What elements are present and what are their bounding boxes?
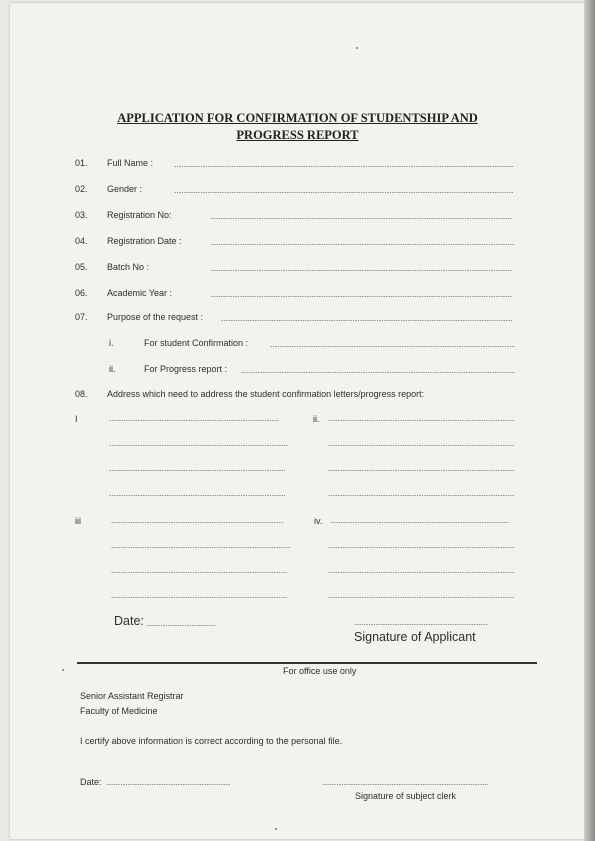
address-iii-line-4[interactable] xyxy=(111,597,287,598)
address-iv-line-4[interactable] xyxy=(328,597,514,598)
academic-year-label: Academic Year : xyxy=(107,288,173,298)
applicant-date-field[interactable] xyxy=(146,625,216,626)
student-confirmation-label: For student Confirmation : xyxy=(144,338,249,348)
address-label: Address which need to address the student confirmation letters/progress report: xyxy=(107,389,425,399)
applicant-date-label: Date: xyxy=(114,614,144,628)
registration-date-label: Registration Date : xyxy=(107,236,182,246)
title-line-2: PROGRESS REPORT xyxy=(236,128,359,142)
registration-no-label: Registration No: xyxy=(107,210,172,220)
registrar-faculty: Faculty of Medicine xyxy=(80,706,158,716)
certification-text: I certify above information is correct according to the personal file. xyxy=(80,736,343,746)
address-ii-line-2[interactable] xyxy=(328,445,514,446)
address-iii-line-1[interactable] xyxy=(111,522,283,523)
field-number: 06. xyxy=(75,288,88,298)
address-i-line-4[interactable] xyxy=(109,495,285,496)
address-ii-line-4[interactable] xyxy=(328,495,514,496)
address-iv-line-1[interactable] xyxy=(331,522,509,523)
registrar-title: Senior Assistant Registrar xyxy=(80,691,184,701)
field-number: 01. xyxy=(75,158,88,168)
student-confirmation-field[interactable] xyxy=(270,346,515,347)
full-name-label: Full Name : xyxy=(107,158,154,168)
address-iii-line-3[interactable] xyxy=(111,572,287,573)
title-line-1: APPLICATION FOR CONFIRMATION OF STUDENTSHIP AND xyxy=(117,111,478,125)
option-number: ii. xyxy=(109,364,116,374)
option-number: i. xyxy=(109,338,114,348)
address-ii-line-1[interactable] xyxy=(328,420,514,421)
academic-year-field[interactable] xyxy=(211,296,513,297)
address-i-line-2[interactable] xyxy=(109,445,289,446)
progress-report-field[interactable] xyxy=(241,372,515,373)
applicant-signature-label: Signature of Applicant xyxy=(354,630,476,644)
registration-no-field[interactable] xyxy=(211,218,513,219)
field-number: 05. xyxy=(75,262,88,272)
clerk-signature-line[interactable] xyxy=(322,784,488,785)
paper-speck xyxy=(62,669,64,671)
clerk-date-field[interactable] xyxy=(106,784,230,785)
address-block-label: I xyxy=(75,414,78,424)
purpose-field[interactable] xyxy=(221,320,513,321)
address-iv-line-2[interactable] xyxy=(328,547,514,548)
field-number: 03. xyxy=(75,210,88,220)
purpose-label: Purpose of the request : xyxy=(107,312,204,322)
office-use-heading: For office use only xyxy=(283,666,357,676)
field-number: 08. xyxy=(75,389,88,399)
form-title xyxy=(0,110,595,144)
paper-speck xyxy=(275,828,277,830)
full-name-field[interactable] xyxy=(174,166,513,167)
address-block-label: iv. xyxy=(314,516,323,526)
progress-report-label: For Progress report : xyxy=(144,364,228,374)
field-number: 04. xyxy=(75,236,88,246)
field-number: 07. xyxy=(75,312,88,322)
address-block-label: iii xyxy=(75,516,81,526)
batch-no-label: Batch No : xyxy=(107,262,150,272)
paper-speck xyxy=(356,47,358,49)
gender-field[interactable] xyxy=(174,192,513,193)
address-ii-line-3[interactable] xyxy=(328,470,514,471)
address-i-line-3[interactable] xyxy=(109,470,285,471)
applicant-signature-line[interactable] xyxy=(354,624,488,625)
registration-date-field[interactable] xyxy=(211,244,515,245)
clerk-signature-label: Signature of subject clerk xyxy=(355,791,457,801)
field-number: 02. xyxy=(75,184,88,194)
address-iii-line-2[interactable] xyxy=(111,547,291,548)
address-block-label: ii. xyxy=(313,414,320,424)
gender-label: Gender : xyxy=(107,184,143,194)
clerk-date-label: Date: xyxy=(80,777,102,787)
address-iv-line-3[interactable] xyxy=(328,572,514,573)
address-i-line-1[interactable] xyxy=(109,420,279,421)
office-divider xyxy=(77,662,537,664)
batch-no-field[interactable] xyxy=(211,270,513,271)
